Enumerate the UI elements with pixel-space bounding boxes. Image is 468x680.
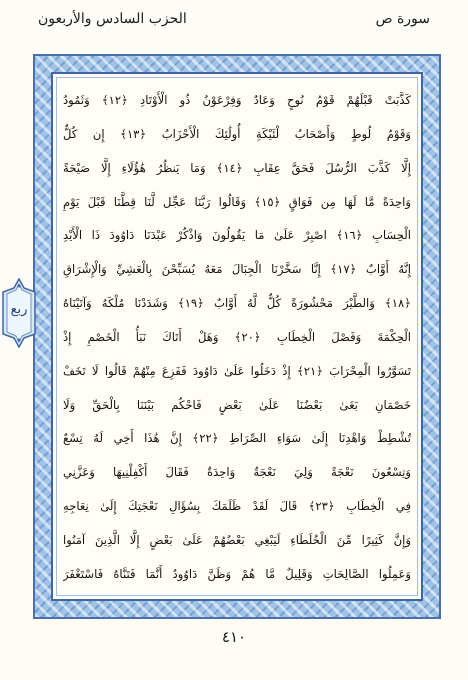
text-line-2: وَقَوْمُ لُوطٍ وَأَصْحَابُ لْئَيْكَةِ أُولَٰئِكَ الْأَحْزَابُ ﴿١٣﴾ إِن كُلٌّ — [63, 126, 411, 141]
text-line-7: ﴿١٨﴾ وَالطَّيْرَ مَحْشُورَةً كُلٌّ لَّهُ أَوَّابٌ ﴿١٩﴾ وَشَدَدْنَا مُلْكَهُ وَآتَيْنَاهُ — [63, 296, 411, 311]
text-line-3: إِلَّا كَذَّبَ الرُّسُلَ فَحَقَّ عِقَابِ ﴿١٤﴾ وَمَا يَنظُرُ هَٰؤُلَاءِ إِلَّا صَيْحَةً — [63, 160, 411, 175]
page-number: ٤١٠ — [221, 628, 247, 646]
text-line-11: تُشْطِطْ وَاهْدِنَا إِلَىٰ سَوَاءِ الصِّرَاطِ ﴿٢٢﴾ إِنَّ هَٰذَا أَخِي لَهُ تِسْعٌ — [63, 431, 411, 446]
text-line-10: خَصْمَانِ بَغَىٰ بَعْضُنَا عَلَىٰ بَعْضٍ فَاحْكُم بَيْنَنَا بِالْحَقِّ وَلَا — [63, 397, 411, 412]
text-line-12: وَتِسْعُونَ نَعْجَةً وَلِيَ نَعْجَةٌ وَاحِدَةٌ فَقَالَ أَكْفِلْنِيهَا وَعَزَّنِي — [63, 465, 411, 480]
text-line-13: فِي الْخِطَابِ ﴿٢٣﴾ قَالَ لَقَدْ ظَلَمَكَ بِسُؤَالِ نَعْجَتِكَ إِلَىٰ نِعَاجِهِ — [63, 499, 411, 514]
juz-label: الحزب السادس والأربعون — [38, 11, 187, 27]
quarter-marker-label: ربع — [10, 302, 28, 317]
text-area — [51, 72, 423, 601]
text-line-6: إِنَّهُ أَوَّابٌ ﴿١٧﴾ إِنَّا سَخَّرْنَا الْجِبَالَ مَعَهُ يُسَبِّحْنَ بِالْعَشِيِّ وَالْإِشْرَاقِ — [63, 262, 411, 277]
text-line-4: وَاحِدَةً مَّا لَهَا مِن فَوَاقٍ ﴿١٥﴾ وَقَالُوا رَبَّنَا عَجِّل لَّنَا قِطَّنَا قَبْلَ يَوْمِ — [63, 194, 411, 209]
text-line-15: وَعَمِلُوا الصَّالِحَاتِ وَقَلِيلٌ مَّا هُمْ وَظَنَّ دَاوُودُ أَنَّمَا فَتَنَّاهُ فَاسْتَغْفَرَ — [63, 566, 411, 581]
verse-block — [63, 84, 411, 591]
text-line-14: وَإِنَّ كَثِيرًا مِّنَ الْخُلَطَاءِ لَيَبْغِي بَعْضُهُمْ عَلَىٰ بَعْضٍ إِلَّا الَّذِينَ آمَنُوا — [63, 532, 411, 547]
quarter-marker — [2, 278, 36, 348]
decorative-frame — [33, 54, 441, 619]
text-line-1: كَذَّبَتْ قَبْلَهُمْ قَوْمُ نُوحٍ وَعَادٌ وَفِرْعَوْنُ ذُو الْأَوْتَادِ ﴿١٢﴾ وَثَمُودُ — [63, 93, 411, 107]
surah-title: سورة ص — [375, 11, 430, 27]
text-line-9: تَسَوَّرُوا الْمِحْرَابَ ﴿٢١﴾ إِذْ دَخَلُوا عَلَىٰ دَاوُودَ فَفَزِعَ مِنْهُمْ قَالُوا لَا تَخَفْ — [63, 363, 411, 378]
text-line-8: الْحِكْمَةَ وَفَصْلَ الْخِطَابِ ﴿٢٠﴾ وَهَلْ أَتَاكَ نَبَأُ الْخَصْمِ إِذْ — [63, 329, 411, 344]
text-line-5: الْحِسَابِ ﴿١٦﴾ اصْبِرْ عَلَىٰ مَا يَقُولُونَ وَاذْكُرْ عَبْدَنَا دَاوُودَ ذَا الْأَيْدِ — [63, 228, 411, 243]
